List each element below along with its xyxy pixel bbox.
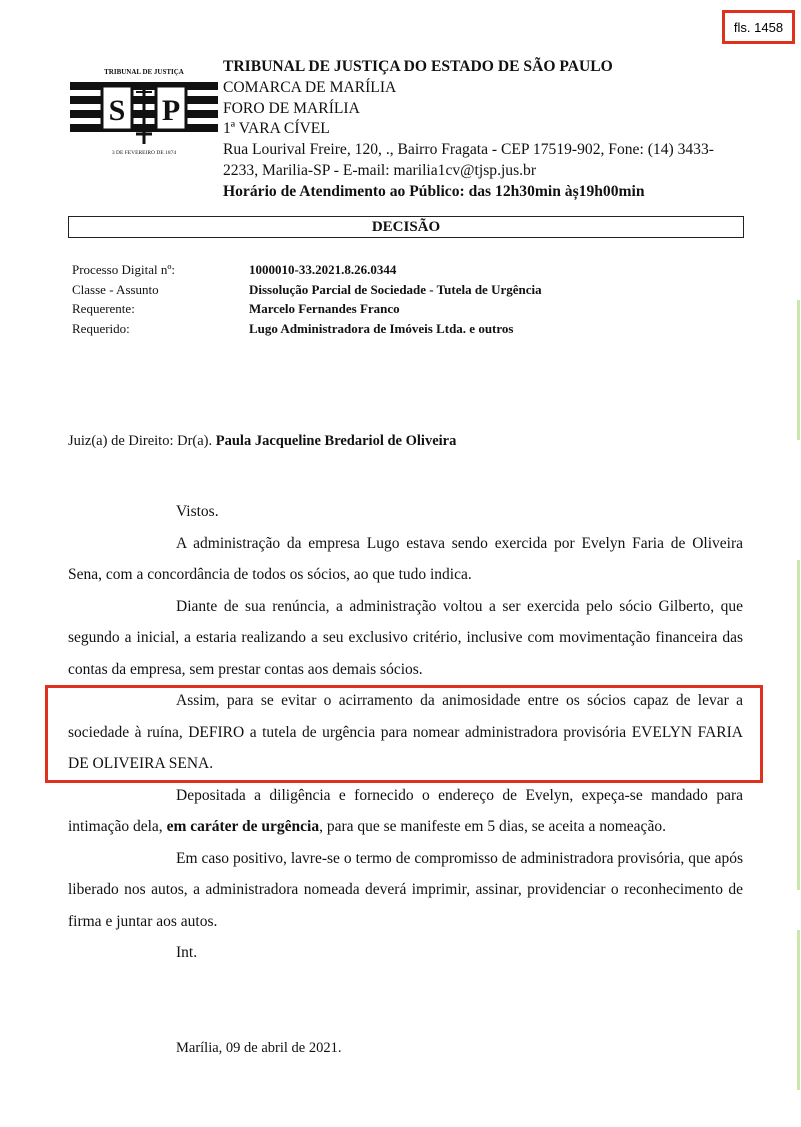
meta-row-processo — [72, 260, 542, 280]
court-name: TRIBUNAL DE JUSTIÇA DO ESTADO DE SÃO PAULO — [223, 58, 613, 75]
urgency-emphasis: em caráter de urgência — [166, 818, 320, 835]
meta-label: Classe - Assunto — [72, 281, 159, 297]
paragraph-vistos: Vistos. — [176, 503, 219, 520]
office-hours: Horário de Atendimento ao Público: das 12h30min àș19h00min — [223, 182, 645, 200]
meta-row-requerido — [72, 319, 542, 339]
seal-letter-s: S — [108, 94, 126, 127]
meta-value: Marcelo Fernandes Franco — [249, 301, 400, 316]
paragraph-diligencia-part2: , para que se manifeste em 5 dias, se aceita a nomeação. — [319, 818, 666, 835]
case-metadata — [72, 260, 542, 338]
meta-value: Lugo Administradora de Imóveis Ltda. e outros — [249, 320, 514, 336]
paragraph-administracao: A administração da empresa Lugo estava sendo exercida por Evelyn Faria de Oliveira Sena, com a concordância de todos os sócios, ao que tudo indica. — [68, 534, 743, 583]
page-edge-mark — [797, 930, 800, 1090]
meta-value: 1000010-33.2021.8.26.0344 — [249, 262, 397, 277]
judge-name: Paula Jacqueline Bredariol de Oliveira — [215, 433, 457, 449]
meta-label: Requerente: — [72, 301, 135, 316]
court-address: Rua Lourival Freire, 120, ., Bairro Fragata - CEP 17519-902, Fone: (14) 3433-2233, Marilia-SP - E-mail: marilia1cv@tjsp.jus.br — [223, 141, 714, 179]
comarca: COMARCA DE MARÍLIA — [223, 78, 397, 96]
judge-line — [68, 433, 456, 450]
decision-body — [68, 496, 743, 969]
meta-row-requerente — [72, 299, 542, 319]
seal-bottom-text: 3 DE FEVEREIRO DE 1874 — [111, 150, 177, 156]
paragraph-diligencia — [68, 780, 743, 843]
seal-top-text: TRIBUNAL DE JUSTIÇA — [104, 68, 184, 76]
page-edge-mark — [797, 300, 800, 440]
date-line: Marília, 09 de abril de 2021. — [176, 1040, 342, 1056]
paragraph-int: Int. — [176, 944, 198, 961]
meta-row-classe — [72, 280, 542, 300]
paragraph-compromisso: Em caso positivo, lavre-se o termo de compromisso de administradora provisória, que após liberado nos autos, a administradora nomeada deverá imprimir, assinar, providenciar o reconhecimento de firma e juntar aos autos. — [68, 849, 743, 930]
meta-label: Requerido: — [72, 320, 130, 336]
seal-letter-p: P — [161, 94, 181, 127]
court-header — [223, 57, 743, 203]
meta-label: Processo Digital nº: — [72, 262, 175, 277]
paragraph-diligencia-part1: Depositada a diligência e fornecido o endereço de Evelyn, expeça-se mandado para intimação dela, — [68, 786, 743, 835]
page-edge-mark — [797, 560, 800, 890]
paragraph-defiro: Assim, para se evitar o acirramento da animosidade entre os sócios capaz de levar a sociedade à ruína, DEFIRO a tutela de urgência para nomear administradora provisória EVELYN FARIA DE OLIVEIRA SENA. — [68, 692, 743, 772]
vara: 1ª VARA CÍVEL — [223, 120, 330, 138]
foro: FORO DE MARÍLIA — [223, 99, 360, 117]
document-title: DECISÃO — [68, 216, 744, 238]
meta-value: Dissolução Parcial de Sociedade - Tutela de Urgência — [249, 281, 542, 297]
judge-label: Juiz(a) de Direito: Dr(a). — [68, 433, 213, 449]
paragraph-renuncia: Diante de sua renúncia, a administração voltou a ser exercida pelo sócio Gilberto, que segundo a inicial, a estaria realizando a seu exclusivo critério, inclusive com movimentação financeira das contas da empresa, sem prestar contas aos demais sócios. — [68, 597, 743, 678]
court-seal-logo — [70, 52, 218, 158]
page-number-badge: fls. 1458 — [722, 10, 795, 44]
